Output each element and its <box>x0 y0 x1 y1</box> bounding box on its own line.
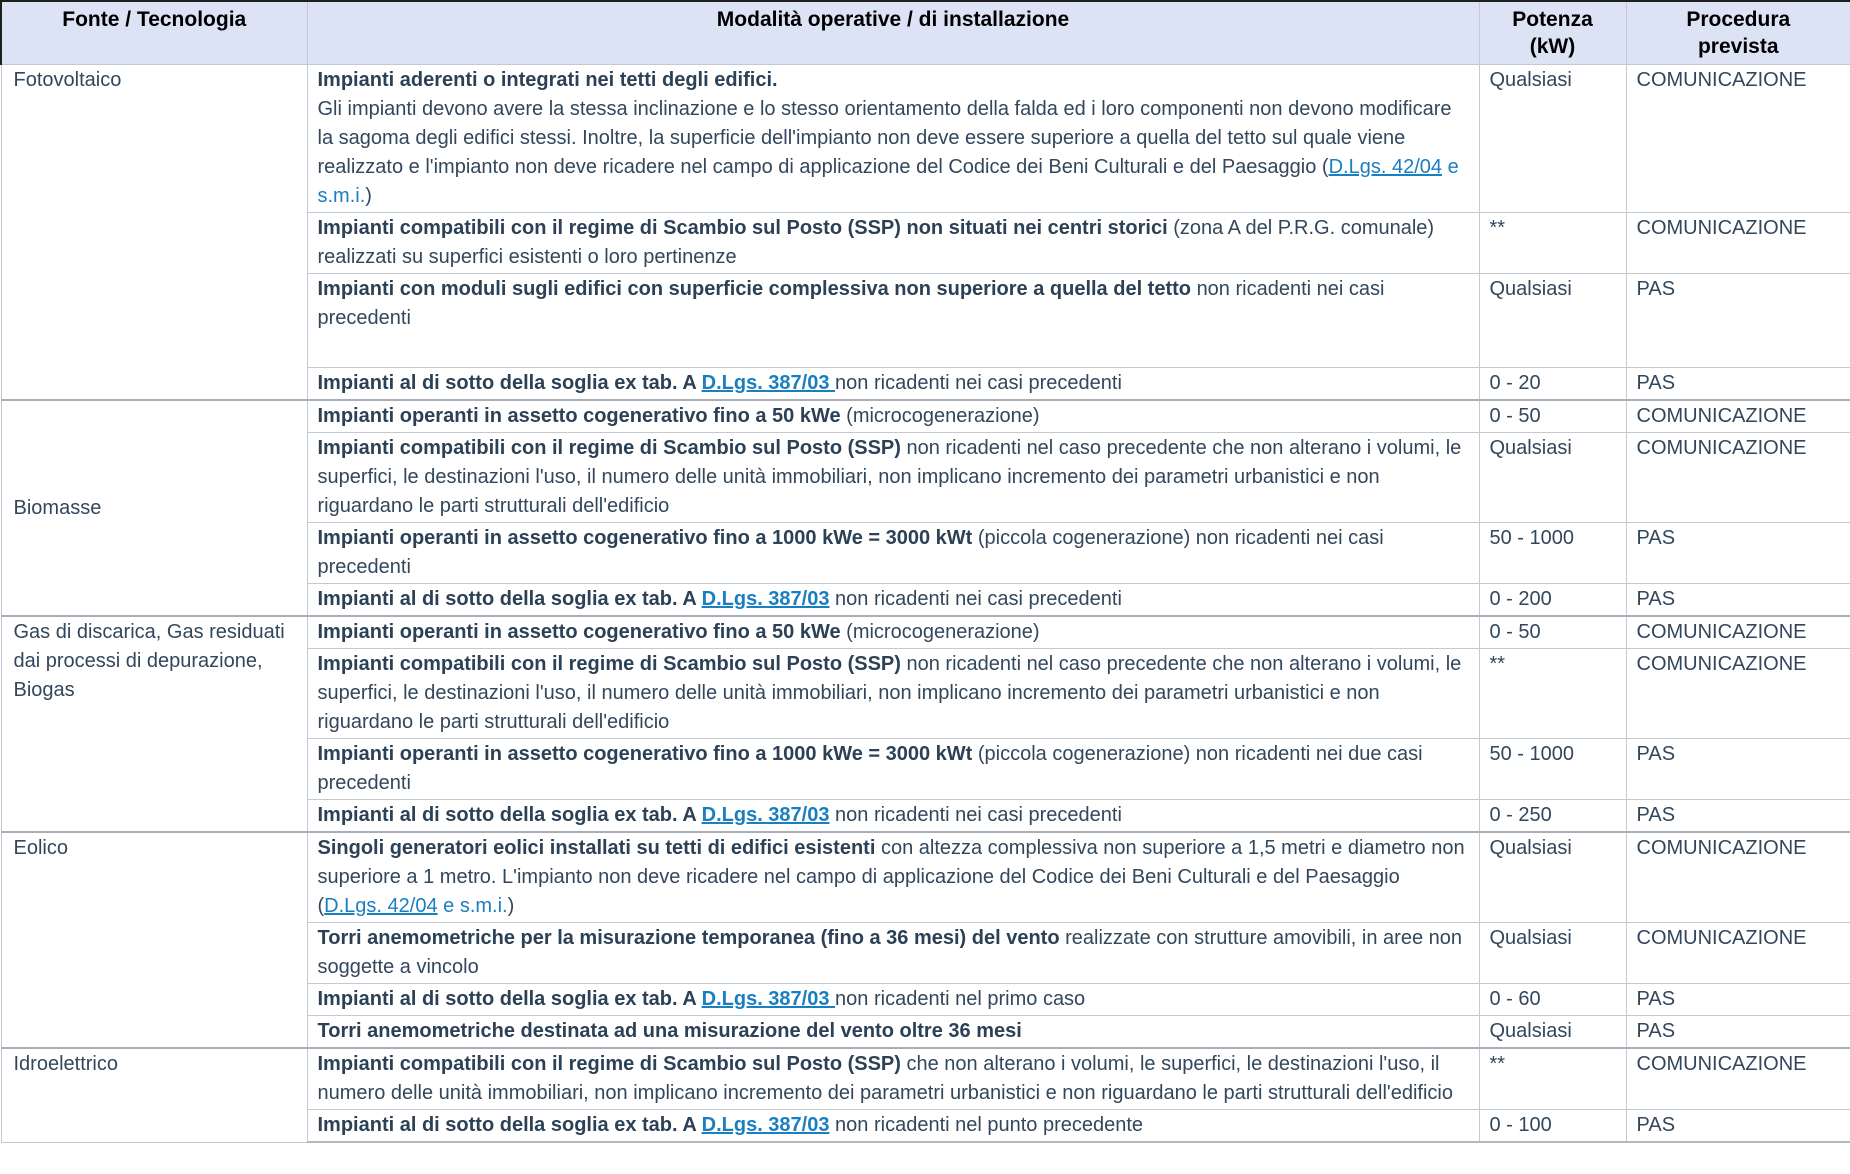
procedure-cell: COMUNICAZIONE <box>1626 1048 1850 1110</box>
procedure-cell: COMUNICAZIONE <box>1626 616 1850 649</box>
desc-text: Torri anemometriche destinata ad una misurazione del vento oltre 36 mesi <box>317 1020 1022 1042</box>
source-cell-gas: Gas di discarica, Gas residuati dai processi di depurazione, Biogas <box>1 616 307 832</box>
desc-text: Torri anemometriche per la misurazione temporanea (fino a 36 mesi) del vento <box>317 927 1066 949</box>
desc-text: Impianti operanti in assetto cogenerativo fino a 1000 kWe = 3000 kWt <box>317 527 978 549</box>
desc-text: Impianti aderenti o integrati nei tetti degli edifici. <box>317 69 778 91</box>
header-power <box>1479 1 1626 65</box>
desc-text: non ricadenti nei casi precedenti <box>317 278 1385 329</box>
header-power-line2: (kW) <box>1529 35 1576 58</box>
link-d-lgs-387-03[interactable]: D.Lgs. 387/03 <box>701 372 836 394</box>
table-row <box>1 65 1850 213</box>
power-cell: Qualsiasi <box>1479 832 1626 923</box>
header-procedure <box>1626 1 1850 65</box>
modality-cell <box>307 1048 1479 1110</box>
procedure-cell: PAS <box>1626 1016 1850 1049</box>
procedure-cell: PAS <box>1626 584 1850 617</box>
power-cell: Qualsiasi <box>1479 923 1626 984</box>
desc-text: Impianti operanti in assetto cogenerativo fino a 50 kWe <box>317 621 847 643</box>
power-cell: Qualsiasi <box>1479 433 1626 523</box>
link-d-lgs-387-03[interactable]: D.Lgs. 387/03 <box>701 588 830 610</box>
desc-text: Impianti operanti in assetto cogenerativo fino a 1000 kWe = 3000 kWt <box>317 743 978 765</box>
modality-cell <box>307 1110 1479 1143</box>
desc-text: (zona A del P.R.G. comunale) realizzati su superfici esistenti o loro pertinenze <box>317 217 1435 268</box>
header-procedure-line1: Procedura <box>1686 8 1791 31</box>
power-cell: Qualsiasi <box>1479 1016 1626 1049</box>
procedure-cell: COMUNICAZIONE <box>1626 923 1850 984</box>
modality-cell <box>307 584 1479 617</box>
link-d-lgs-42-04[interactable]: D.Lgs. 42/04 <box>324 895 438 917</box>
procedure-cell: COMUNICAZIONE <box>1626 649 1850 739</box>
power-cell: 0 - 250 <box>1479 800 1626 833</box>
desc-text: (microcogenerazione) <box>846 405 1040 427</box>
source-cell-eolico: Eolico <box>1 832 307 1048</box>
modality-cell <box>307 368 1479 401</box>
modality-cell <box>307 213 1479 274</box>
modality-cell <box>307 800 1479 833</box>
source-cell-fotovoltaico: Fotovoltaico <box>1 65 307 401</box>
desc-text: Impianti con moduli sugli edifici con superficie complessiva non superiore a quella del tetto <box>317 278 1197 300</box>
desc-text: Impianti operanti in assetto cogenerativo fino a 50 kWe <box>317 405 847 427</box>
modality-cell <box>307 832 1479 923</box>
desc-text: Impianti al di sotto della soglia ex tab. A <box>317 804 702 826</box>
procedure-cell: PAS <box>1626 739 1850 800</box>
procedure-cell: COMUNICAZIONE <box>1626 400 1850 433</box>
procedure-cell: PAS <box>1626 1110 1850 1143</box>
desc-text: ) <box>507 895 515 917</box>
desc-text: Impianti al di sotto della soglia ex tab. A <box>317 372 702 394</box>
procedure-cell: PAS <box>1626 523 1850 584</box>
link-d-lgs-387-03[interactable]: D.Lgs. 387/03 <box>701 988 836 1010</box>
procedure-cell: PAS <box>1626 368 1850 401</box>
table-row <box>1 832 1850 923</box>
desc-text: ) <box>365 185 372 207</box>
modality-cell <box>307 400 1479 433</box>
desc-text: Impianti al di sotto della soglia ex tab. A <box>317 988 702 1010</box>
desc-text: con altezza complessiva non superiore a 1,5 metri e diametro non superiore a 1 metro. L'impianto non deve ricadere nel campo di applicazione del Codice dei Beni Culturali e del Paesaggio ( <box>317 837 1465 917</box>
desc-text: (piccola cogenerazione) non ricadenti nei casi precedenti <box>317 527 1384 578</box>
table-row <box>1 1048 1850 1110</box>
table-body <box>1 65 1850 1143</box>
desc-text: Gli impianti devono avere la stessa inclinazione e lo stesso orientamento della falda ed i loro componenti non devono modificare la sagoma degli edifici stessi. Inoltre, la superficie dell'impianto non deve essere superiore a quella del tetto sul quale viene realizzato e l'impianto non deve ricadere nel campo di applicazione del Codice dei Beni Culturali e del Paesaggio ( <box>317 98 1452 178</box>
power-cell: 0 - 20 <box>1479 368 1626 401</box>
desc-text: non ricadenti nel caso precedente che non alterano i volumi, le superfici, le destinazioni l'uso, il numero delle unità immobiliari, non implicano incremento dei parametri urbanistici e non riguardano le parti strutturali dell'edificio <box>317 653 1462 733</box>
desc-text: (piccola cogenerazione) non ricadenti nei due casi precedenti <box>317 743 1423 794</box>
desc-text: Impianti al di sotto della soglia ex tab. A <box>317 1114 702 1136</box>
desc-text: non ricadenti nei casi precedenti <box>829 588 1122 610</box>
power-cell: 0 - 50 <box>1479 400 1626 433</box>
procedure-cell: COMUNICAZIONE <box>1626 832 1850 923</box>
desc-text: non ricadenti nel caso precedente che non alterano i volumi, le superfici, le destinazioni l'uso, il numero delle unità immobiliari, non implicano incremento dei parametri urbanistici e non riguardano le parti strutturali dell'edificio <box>317 437 1462 517</box>
procedure-cell: PAS <box>1626 984 1850 1016</box>
header-source: Fonte / Tecnologia <box>1 1 307 65</box>
desc-text: non ricadenti nel primo caso <box>835 988 1086 1010</box>
desc-text: e s.m.i. <box>317 156 1459 207</box>
table-row <box>1 616 1850 649</box>
procedure-cell: PAS <box>1626 800 1850 833</box>
desc-text: (microcogenerazione) <box>846 621 1040 643</box>
modality-cell <box>307 984 1479 1016</box>
link-d-lgs-387-03[interactable]: D.Lgs. 387/03 <box>701 804 830 826</box>
modality-cell <box>307 65 1479 213</box>
power-cell: 0 - 60 <box>1479 984 1626 1016</box>
header-procedure-line2: prevista <box>1697 35 1779 58</box>
modality-cell <box>307 616 1479 649</box>
procedure-cell: COMUNICAZIONE <box>1626 213 1850 274</box>
desc-text: Impianti al di sotto della soglia ex tab. A <box>317 588 702 610</box>
desc-text: non ricadenti nei casi precedenti <box>835 372 1122 394</box>
desc-text: non ricadenti nei casi precedenti <box>829 804 1122 826</box>
power-cell: 50 - 1000 <box>1479 523 1626 584</box>
power-cell: Qualsiasi <box>1479 65 1626 213</box>
link-d-lgs-387-03[interactable]: D.Lgs. 387/03 <box>701 1114 830 1136</box>
power-cell: ** <box>1479 213 1626 274</box>
modality-cell <box>307 433 1479 523</box>
table-row <box>1 400 1850 433</box>
modality-cell <box>307 274 1479 368</box>
header-power-line1: Potenza <box>1512 8 1593 31</box>
link-d-lgs-42-04[interactable]: D.Lgs. 42/04 <box>1328 156 1443 178</box>
modality-cell <box>307 523 1479 584</box>
desc-text: Impianti compatibili con il regime di Scambio sul Posto (SSP) <box>317 437 907 459</box>
power-cell: 0 - 50 <box>1479 616 1626 649</box>
desc-text: realizzate con strutture amovibili, in aree non soggette a vincolo <box>317 927 1462 978</box>
source-cell-idroelettrico: Idroelettrico <box>1 1048 307 1142</box>
desc-text: Impianti compatibili con il regime di Scambio sul Posto (SSP) <box>317 653 907 675</box>
modality-cell <box>307 649 1479 739</box>
modality-cell <box>307 739 1479 800</box>
power-cell: ** <box>1479 649 1626 739</box>
power-cell: 50 - 1000 <box>1479 739 1626 800</box>
modality-cell <box>307 1016 1479 1049</box>
power-cell: 0 - 200 <box>1479 584 1626 617</box>
desc-text: non ricadenti nel punto precedente <box>829 1114 1144 1136</box>
procedure-cell: COMUNICAZIONE <box>1626 433 1850 523</box>
header-row <box>1 1 1850 65</box>
power-cell: Qualsiasi <box>1479 274 1626 368</box>
desc-text: Impianti compatibili con il regime di Scambio sul Posto (SSP) <box>317 1053 907 1075</box>
power-cell: ** <box>1479 1048 1626 1110</box>
procedure-cell: COMUNICAZIONE <box>1626 65 1850 213</box>
desc-text: che non alterano i volumi, le superfici, le destinazioni l'uso, il numero delle unità immobiliari, non implicano incremento dei parametri urbanistici e non riguardano le parti strutturali dell'edificio <box>317 1053 1453 1104</box>
procedure-cell: PAS <box>1626 274 1850 368</box>
desc-text: Singoli generatori eolici installati su tetti di edifici esistenti <box>317 837 881 859</box>
power-cell: 0 - 100 <box>1479 1110 1626 1143</box>
desc-text: e s.m.i. <box>437 895 508 917</box>
header-mode: Modalità operative / di installazione <box>307 1 1479 65</box>
modality-cell <box>307 923 1479 984</box>
desc-text: Impianti compatibili con il regime di Scambio sul Posto (SSP) non situati nei centri storici <box>317 217 1174 239</box>
source-cell-biomasse: Biomasse <box>1 400 307 616</box>
